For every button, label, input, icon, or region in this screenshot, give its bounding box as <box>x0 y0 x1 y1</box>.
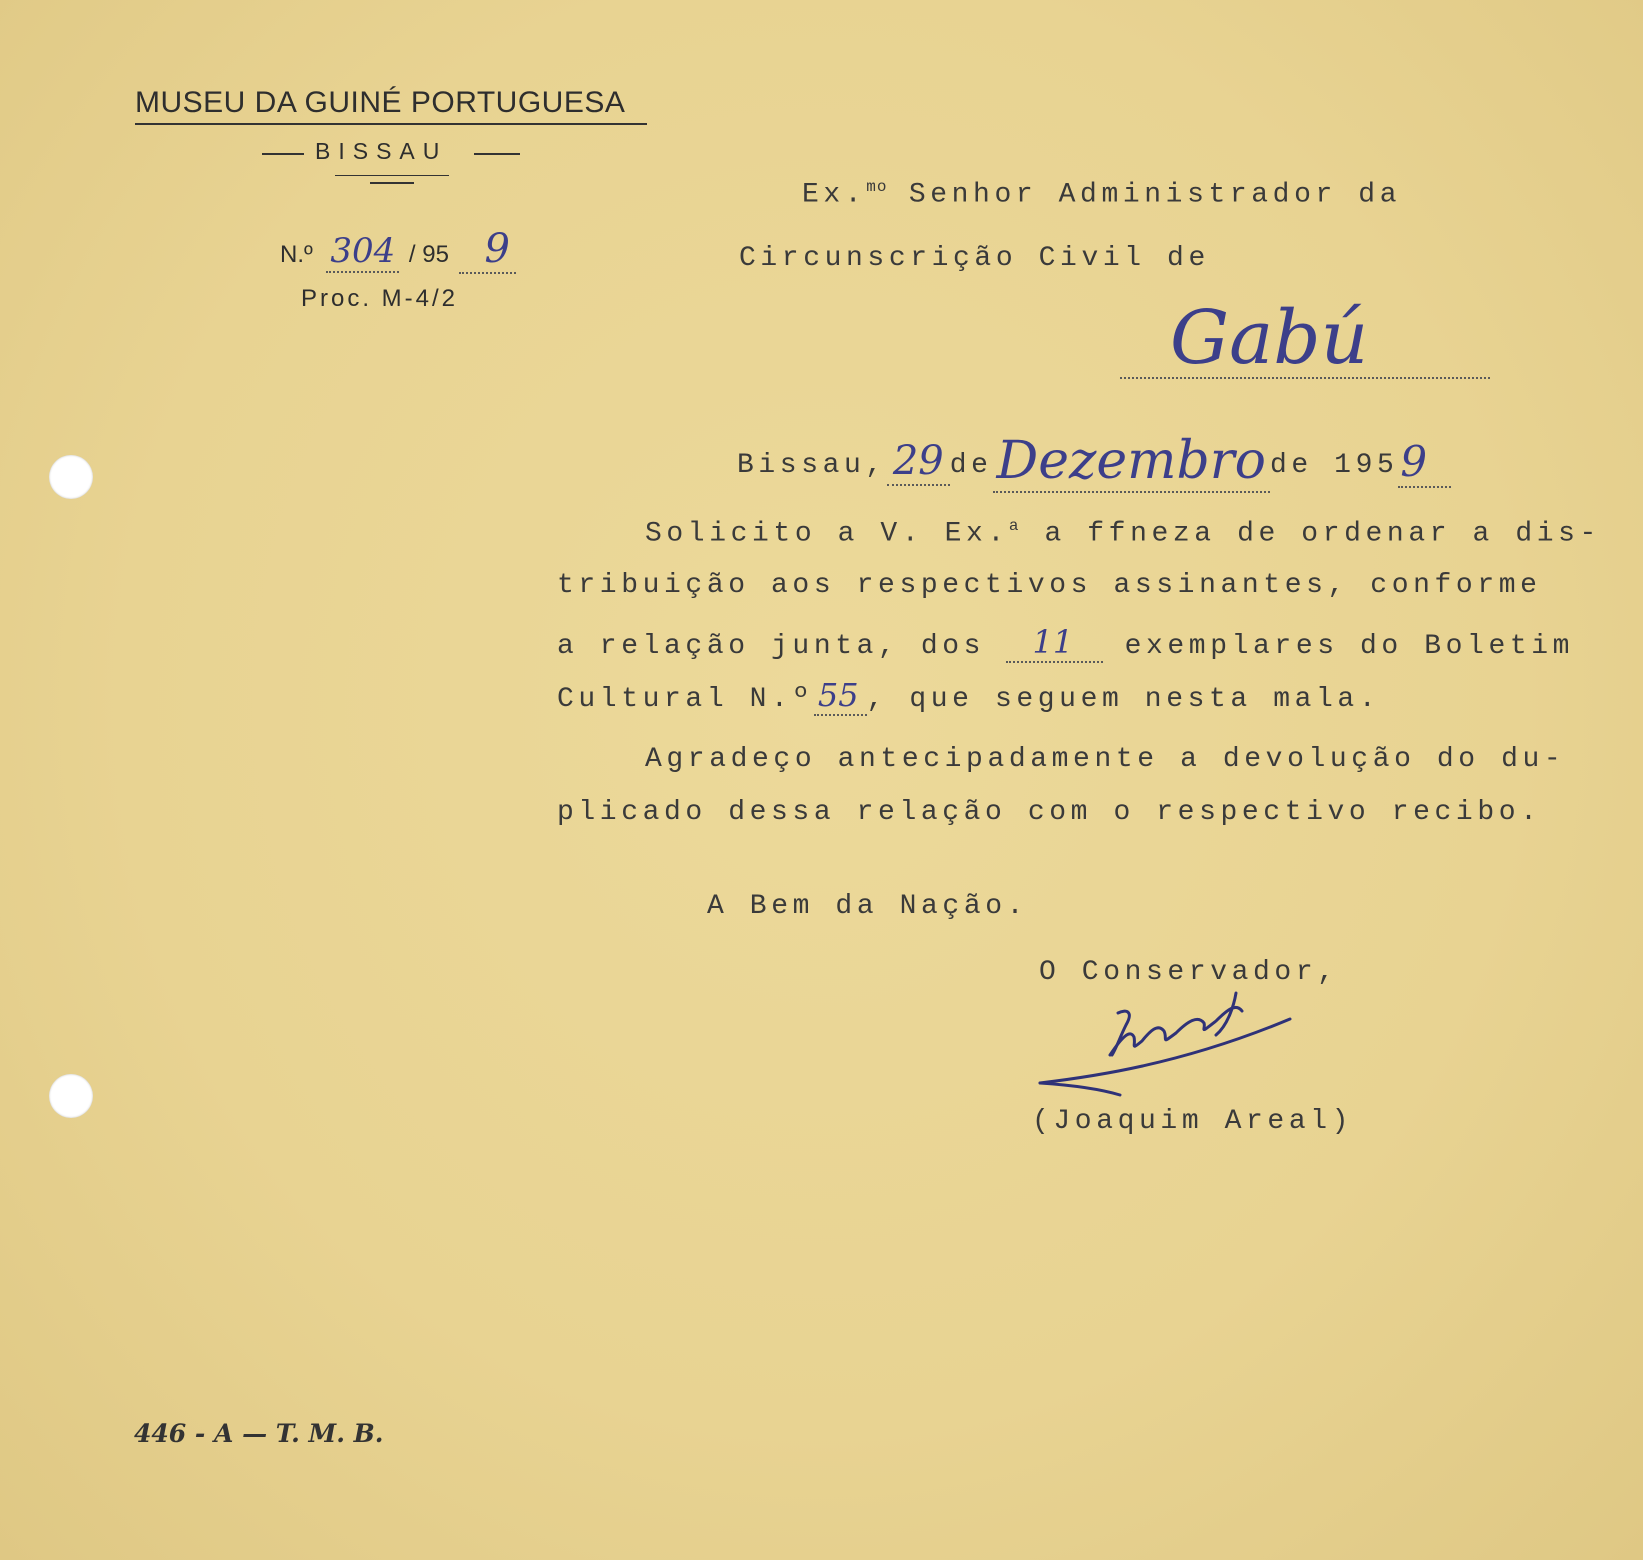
body-line-1-sup: a <box>1008 517 1024 535</box>
body-line-4 <box>557 676 1380 716</box>
signature-stroke-4 <box>1040 1019 1290 1083</box>
year-prefix: / 95 <box>408 241 449 268</box>
city-name: BISSAU <box>315 138 448 164</box>
body-line-1-a: Solicito a V. Ex. <box>645 518 1009 550</box>
date-city: Bissau, <box>737 450 887 481</box>
body-line-3 <box>557 623 1574 663</box>
body-line-4-b: , que seguem nesta mala. <box>866 684 1381 715</box>
salutation-superscript: mo <box>866 178 888 196</box>
body-line-3-a: a relação junta, dos <box>557 631 986 662</box>
place-handwritten: Gabú <box>1170 295 1369 381</box>
body-line-5: Agradeço antecipadamente a devolução do du- <box>645 744 1566 775</box>
print-code: 446 - A — T. M. B. <box>134 1419 384 1448</box>
addressee-line-2: Circunscrição Civil de <box>739 243 1210 274</box>
signature-stroke-5 <box>1040 1083 1120 1095</box>
punch-hole-top <box>49 455 93 499</box>
signer-name: (Joaquim Areal) <box>1032 1106 1354 1137</box>
letterhead-underline <box>135 123 647 125</box>
date-de-2: de <box>1269 450 1313 481</box>
process-reference: Proc. M-4/2 <box>301 285 459 312</box>
city-dash-left <box>262 153 304 155</box>
museum-name: MUSEU DA GUINÉ PORTUGUESA <box>135 86 626 119</box>
body-line-1 <box>645 517 1601 549</box>
number-prefix: N.º <box>280 241 313 268</box>
punch-hole-bottom <box>49 1074 93 1118</box>
date-month: Dezembro <box>993 431 1270 493</box>
signature <box>1030 985 1310 1105</box>
date-year-digit: 9 <box>1398 437 1451 488</box>
date-year-prefix: 195 <box>1334 450 1399 481</box>
reference-number-line <box>280 226 516 274</box>
date-day: 29 <box>887 438 950 486</box>
salutation: Ex. <box>802 179 867 211</box>
date-de-1: de <box>949 450 993 481</box>
body-line-4-a: Cultural N.º <box>557 684 814 715</box>
city-dash-right <box>474 153 520 155</box>
signature-stroke-3 <box>1216 993 1236 1035</box>
body-line-3-b: exemplares do Boletim <box>1124 631 1575 662</box>
body-line-1-b: a ffneza de ordenar a dis- <box>1044 518 1601 550</box>
body-line-2: tribuição aos respectivos assinantes, conforme <box>557 570 1542 601</box>
addressee-line-1 <box>802 178 1401 210</box>
bulletin-number-handwritten: 55 <box>814 676 867 716</box>
signer-role: O Conservador, <box>1039 957 1339 988</box>
body-line-6: plicado dessa relação com o respectivo recibo. <box>557 797 1542 828</box>
addressee-title: Senhor Administrador da <box>908 179 1402 211</box>
closing-motto: A Bem da Nação. <box>707 891 1029 922</box>
copies-handwritten: 11 <box>1006 623 1103 663</box>
number-handwritten: 304 <box>326 231 399 273</box>
city-rule-thin <box>335 175 449 176</box>
date-line <box>737 425 1451 495</box>
year-handwritten: 9 <box>459 226 516 274</box>
city-rule-bold <box>370 182 414 184</box>
